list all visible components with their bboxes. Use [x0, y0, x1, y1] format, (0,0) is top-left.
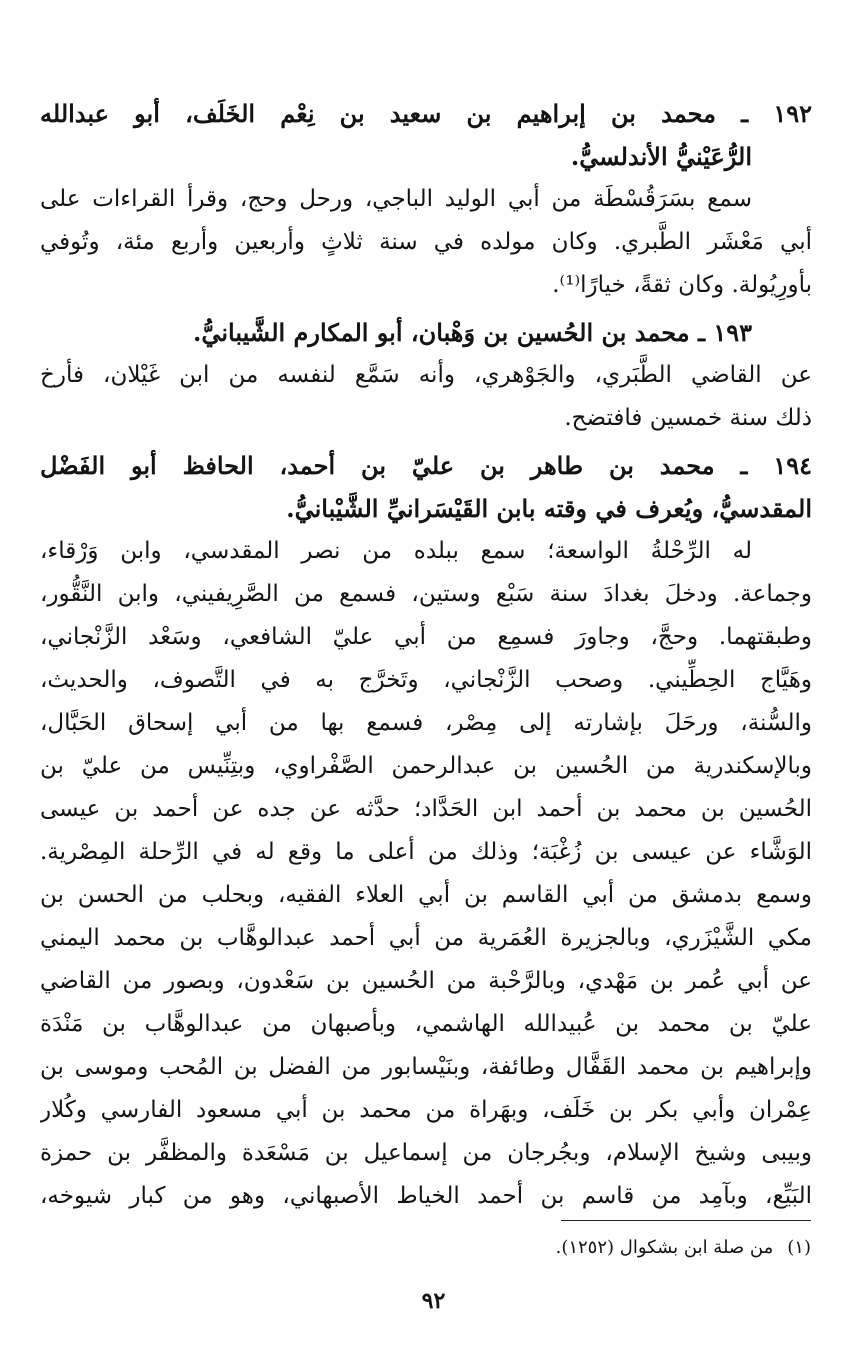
entry-body-line: وطبقتهما. وحجَّ، وجاورَ فسمِع من أبي عليّ الشافعي، وسَعْد الزَّنْجاني، [40, 624, 812, 650]
entry-heading-line: الرُّعَيْنيُّ الأندلسيُّ. [570, 142, 752, 171]
footnote-text: من صلة ابن بشكوال (١٢٥٢). [555, 1237, 774, 1258]
footnote-divider [561, 1220, 811, 1221]
footnote [556, 1233, 811, 1263]
biography-entry-193 [40, 311, 812, 440]
entry-body-line: وسمع بدمشق من أبي القاسم بن أبي العلاء الفقيه، وبحلب من الحسن بن [40, 882, 812, 908]
entry-body-line: وهَيَّاج الحِطِّيني. وصحب الزَّنْجاني، وتَخرَّج به في التَّصوف، والحديث، [40, 667, 812, 693]
biography-entry-192 [40, 92, 812, 307]
entry-body-line: عن أبي عُمر بن مَهْدي، وبالرَّحْبة من الحُسين بن سَعْدون، وبصور من القاضي [40, 968, 812, 994]
entry-body-line: وجماعة. ودخلَ بغدادَ سنة سَبْع وستين، فسمع من الصَّرِيفيني، وابن النَّقُّور، [40, 581, 812, 607]
entry-body-line: الوَشَّاء عن عيسى بن زُغْبَة؛ وذلك من أعلى ما وقع له في الرِّحلة المِصْرية. [40, 839, 812, 865]
entry-body-line: ذلك سنة خمسين فافتضح. [564, 405, 812, 431]
entry-heading-line: ١٩٢ ـ محمد بن إبراهيم بن سعيد بن نِعْم الخَلَف، أبو عبدالله [40, 99, 812, 128]
entry-body-line: وبالإسكندرية من الحُسين بن عبدالرحمن الصَّفْراوي، وبتِنِّيس من عليّ بن [40, 753, 812, 779]
entry-body-line: أبي مَعْشَر الطَّبري. وكان مولده في سنة ثلاثٍ وأربعين وأربع مئة، وتُوفي [40, 229, 812, 255]
entry-body-line: سمع بسَرَقُسْطَة من أبي الوليد الباجي، ورحل وحج، وقرأ القراءات على [40, 186, 752, 212]
entry-heading-line: ١٩٣ ـ محمد بن الحُسين بن وَهْبان، أبو المكارم الشَّيبانيُّ. [192, 318, 752, 347]
biography-entry-194 [40, 444, 812, 1218]
entry-body-line: والسُّنة، ورحَلَ بإشارته إلى مِصْر، فسمع بها من أبي إسحاق الحَبَّال، [40, 710, 812, 736]
entry-body-line: عِمْران وأبي بكر بن خَلَف، وبهَراة من محمد بن أبي مسعود الفارسي وكُلار [40, 1097, 812, 1123]
footnote-number: (١) [787, 1237, 811, 1258]
entry-body-line: بأورِيُولة. وكان ثقةً، خيارًا⁽¹⁾. [552, 272, 812, 298]
entry-heading-line: ١٩٤ ـ محمد بن طاهر بن عليّ بن أحمد، الحافظ أبو الفَضْل [40, 451, 812, 480]
entry-heading-line: المقدسيُّ، ويُعرف في وقته بابن القَيْسَرانيِّ الشَّيْبانيُّ. [286, 494, 812, 523]
entry-body-line: عليّ بن محمد بن عُبيدالله الهاشمي، وبأصبهان من عبدالوهَّاب بن مَنْدَة [40, 1011, 812, 1037]
book-page [40, 92, 812, 1222]
page-number: ٩٢ [421, 1288, 446, 1314]
entry-body-line: الحُسين بن محمد بن أحمد ابن الحَدَّاد؛ حدَّثه عن جده عن أحمد بن عيسى [40, 796, 812, 822]
entry-body-line: عن القاضي الطَّبَري، والجَوْهري، وأنه سَمَّع لنفسه من ابن غَيْلان، فأرخ [40, 362, 812, 388]
entry-body-line: وإبراهيم بن محمد القَفَّال وطائفة، وبنَيْسابور من الفضل بن المُحب وموسى بن [40, 1054, 812, 1080]
entry-body-line: وبيبى وشيخ الإسلام، وبجُرجان من إسماعيل بن مَسْعَدة والمظفَّر بن حمزة [40, 1140, 812, 1166]
entry-body-line: له الرِّحْلةُ الواسعة؛ سمع ببلده من نصر المقدسي، وابن وَرْقاء، [40, 538, 752, 564]
entry-body-line: مكي الشَّيْزَري، وبالجزيرة العُمَرية من أبي أحمد عبدالوهَّاب بن محمد اليمني [40, 925, 812, 951]
entry-body-line: البَيِّع، وبآمِد من قاسم بن أحمد الخياط الأصبهاني، وهو من كبار شيوخه، [40, 1183, 812, 1209]
